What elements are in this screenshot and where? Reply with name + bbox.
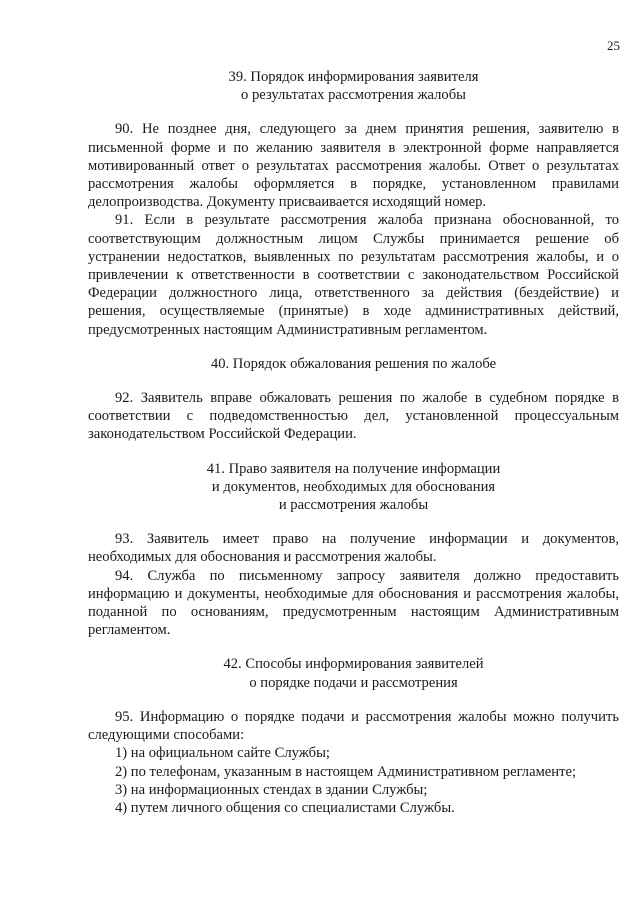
section-heading — [88, 355, 619, 373]
page-number: 25 — [607, 38, 620, 53]
paragraph-93: 93. Заявитель имеет право на получение информации и документов, необходимых для обоснования и рассмотрения жалобы. — [88, 531, 619, 566]
paragraph-94: 94. Служба по письменному запросу заявителя должно предоставить информацию и документы, необходимые для обоснования и рассмотрения жалобы, поданной по основаниям, предусмотренным настоящим Административным регламентом. — [88, 567, 619, 639]
section-heading-line: о порядке подачи и рассмотрения — [249, 674, 458, 691]
paragraph-92: 92. Заявитель вправе обжаловать решения по жалобе в судебном порядке в соответствии с подведомственностью дел, установленной процессуальным законодательством Российской Федерации. — [88, 390, 619, 443]
list-item: 4) путем личного общения со специалистами Службы. — [115, 799, 455, 816]
section-heading-line: 42. Способы информирования заявителей — [223, 656, 484, 673]
list-item: 3) на информационных стендах в здании Службы; — [115, 781, 428, 798]
section-heading-line: и рассмотрения жалобы — [278, 497, 429, 514]
section-heading-line: 41. Право заявителя на получение информации — [206, 460, 501, 477]
list-item: 1) на официальном сайте Службы; — [115, 745, 330, 762]
list-item: 2) по телефонам, указанным в настоящем Административном регламенте; — [115, 763, 576, 780]
document-body — [88, 68, 619, 817]
section-heading-line: 39. Порядок информирования заявителя — [228, 69, 479, 85]
section-heading — [88, 460, 619, 515]
section-heading — [88, 655, 619, 691]
section-heading — [88, 68, 619, 104]
paragraph-91: 91. Если в результате рассмотрения жалоба признана обоснованной, то соответствующим должностным лицом Службы принимается решение об устранении недостатков, выявленных по результатам рассмотрения жалобы, и о привлечении к ответственности в соответствии с законодательством Российской Федерации должностного лица, ответственного за действия (бездействие) и решения, осуществляемые (принятые) в ходе административных действий, предусмотренных настоящим Административным регламентом. — [88, 212, 619, 338]
paragraph-90: 90. Не позднее дня, следующего за днем принятия решения, заявителю в письменной форме и по желанию заявителя в электронной форме направляется мотивированный ответ о результатах рассмотрения жалобы. Ответ о результатах рассмотрения жалобы оформляется в порядке, установленном правилами делопроизводства. Документу присваивается исходящий номер. — [88, 121, 619, 211]
paragraph-95: 95. Информацию о порядке подачи и рассмотрения жалобы можно получить следующими способами: — [88, 708, 619, 744]
section-heading-line: 40. Порядок обжалования решения по жалобе — [210, 355, 497, 372]
section-heading-line: о результатах рассмотрения жалобы — [241, 87, 466, 104]
section-heading-line: и документов, необходимых для обоснования — [211, 478, 496, 495]
